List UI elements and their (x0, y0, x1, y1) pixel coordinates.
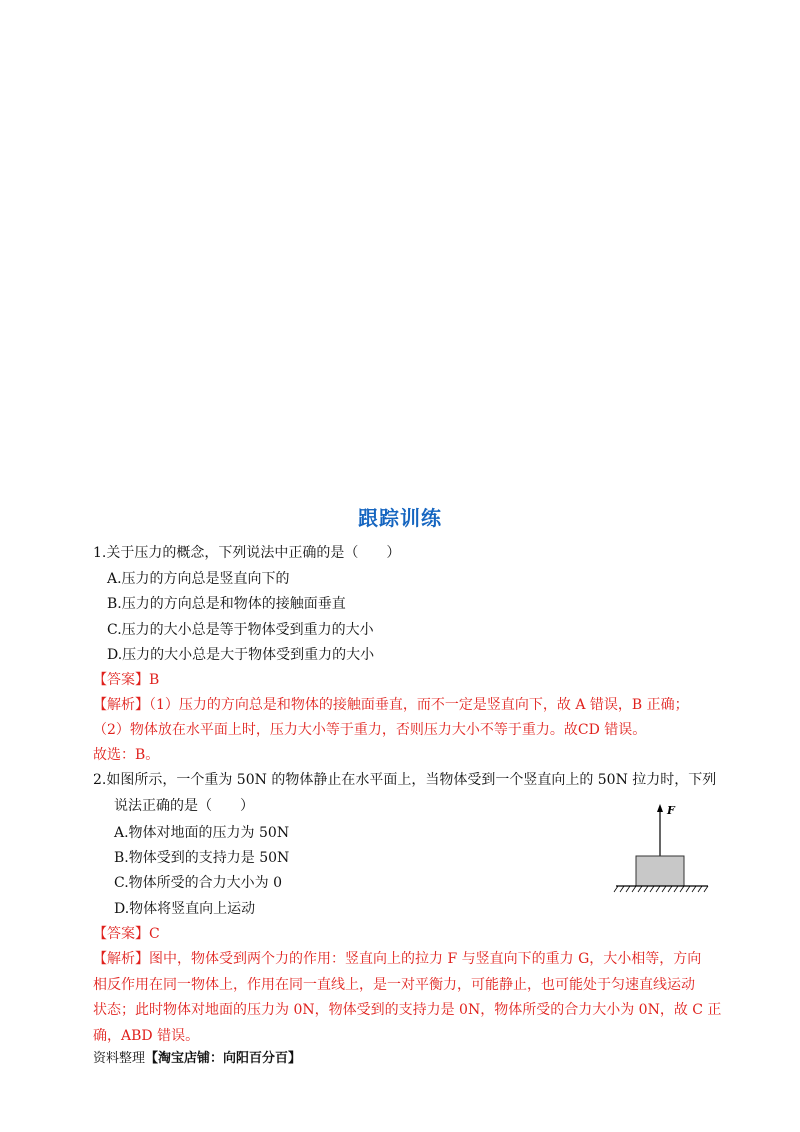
q2-answer-label: 【答案】 (93, 926, 149, 942)
footer (93, 1049, 301, 1069)
q1-analysis-text-1: （1）压力的方向总是和物体的接触面垂直，而不一定是竖直向下，故 A 错误，B 正确； (149, 697, 689, 713)
q2-stem-line-1: 2.如图所示，一个重为 50N 的物体静止在水平面上，当物体受到一个竖直向上的 50N 拉力时，下列 (93, 772, 717, 788)
q2-analysis-line-1 (93, 949, 701, 969)
block (636, 856, 684, 886)
q1-answer-label: 【答案】 (93, 672, 149, 688)
arrow-head-icon (657, 804, 663, 812)
force-label: F (667, 804, 675, 817)
q1-option-c: C.压力的大小总是等于物体受到重力的大小 (107, 622, 374, 638)
q1-answer-value: B (149, 672, 160, 688)
force-diagram (612, 800, 712, 900)
q1-option-d: D.压力的大小总是大于物体受到重力的大小 (107, 647, 375, 663)
q2-analysis-line-3: 状态；此时物体对地面的压力为 0N，物体受到的支持力是 0N，物体所受的合力大小为 0N，故 C 正 (93, 1002, 722, 1018)
q1-stem: 1.关于压力的概念，下列说法中正确的是（ ） (93, 545, 401, 561)
q1-option-b: B.压力的方向总是和物体的接触面垂直 (107, 596, 346, 612)
q1-analysis-line-1 (93, 695, 689, 715)
q2-answer-value: C (149, 926, 160, 942)
q2-answer (93, 924, 160, 944)
q1-analysis-line-3: 故选：B。 (93, 747, 160, 763)
footer-prefix: 资料整理 (93, 1051, 146, 1066)
q2-analysis-line-2: 相反作用在同一物体上，作用在同一直线上，是一对平衡力，可能静止，也可能处于匀速直线运动 (93, 977, 695, 993)
q2-option-b: B.物体受到的支持力是 50N (114, 850, 290, 866)
q2-analysis-line-4: 确，ABD 错误。 (93, 1028, 200, 1044)
ground-hatching (614, 886, 708, 892)
q2-stem-line-2: 说法正确的是（ ） (114, 798, 254, 814)
q2-analysis-label: 【解析】 (93, 951, 149, 967)
q2-option-a: A.物体对地面的压力为 50N (114, 825, 290, 841)
section-title: 跟踪训练 (358, 506, 442, 530)
q2-option-d: D.物体将竖直向上运动 (114, 901, 256, 917)
q1-option-a: A.压力的方向总是竖直向下的 (107, 571, 290, 587)
footer-shop: 【淘宝店铺：向阳百分百】 (145, 1051, 302, 1066)
q2-analysis-text-1: 图中，物体受到两个力的作用：竖直向上的拉力 F 与竖直向下的重力 G，大小相等，方向 (149, 951, 702, 967)
q1-analysis-line-2: （2）物体放在水平面上时，压力大小等于重力，否则压力大小不等于重力。故CD 错误。 (93, 722, 647, 738)
q2-option-c: C.物体所受的合力大小为 0 (114, 875, 283, 891)
q1-analysis-label: 【解析】 (93, 697, 149, 713)
q1-answer (93, 670, 159, 690)
